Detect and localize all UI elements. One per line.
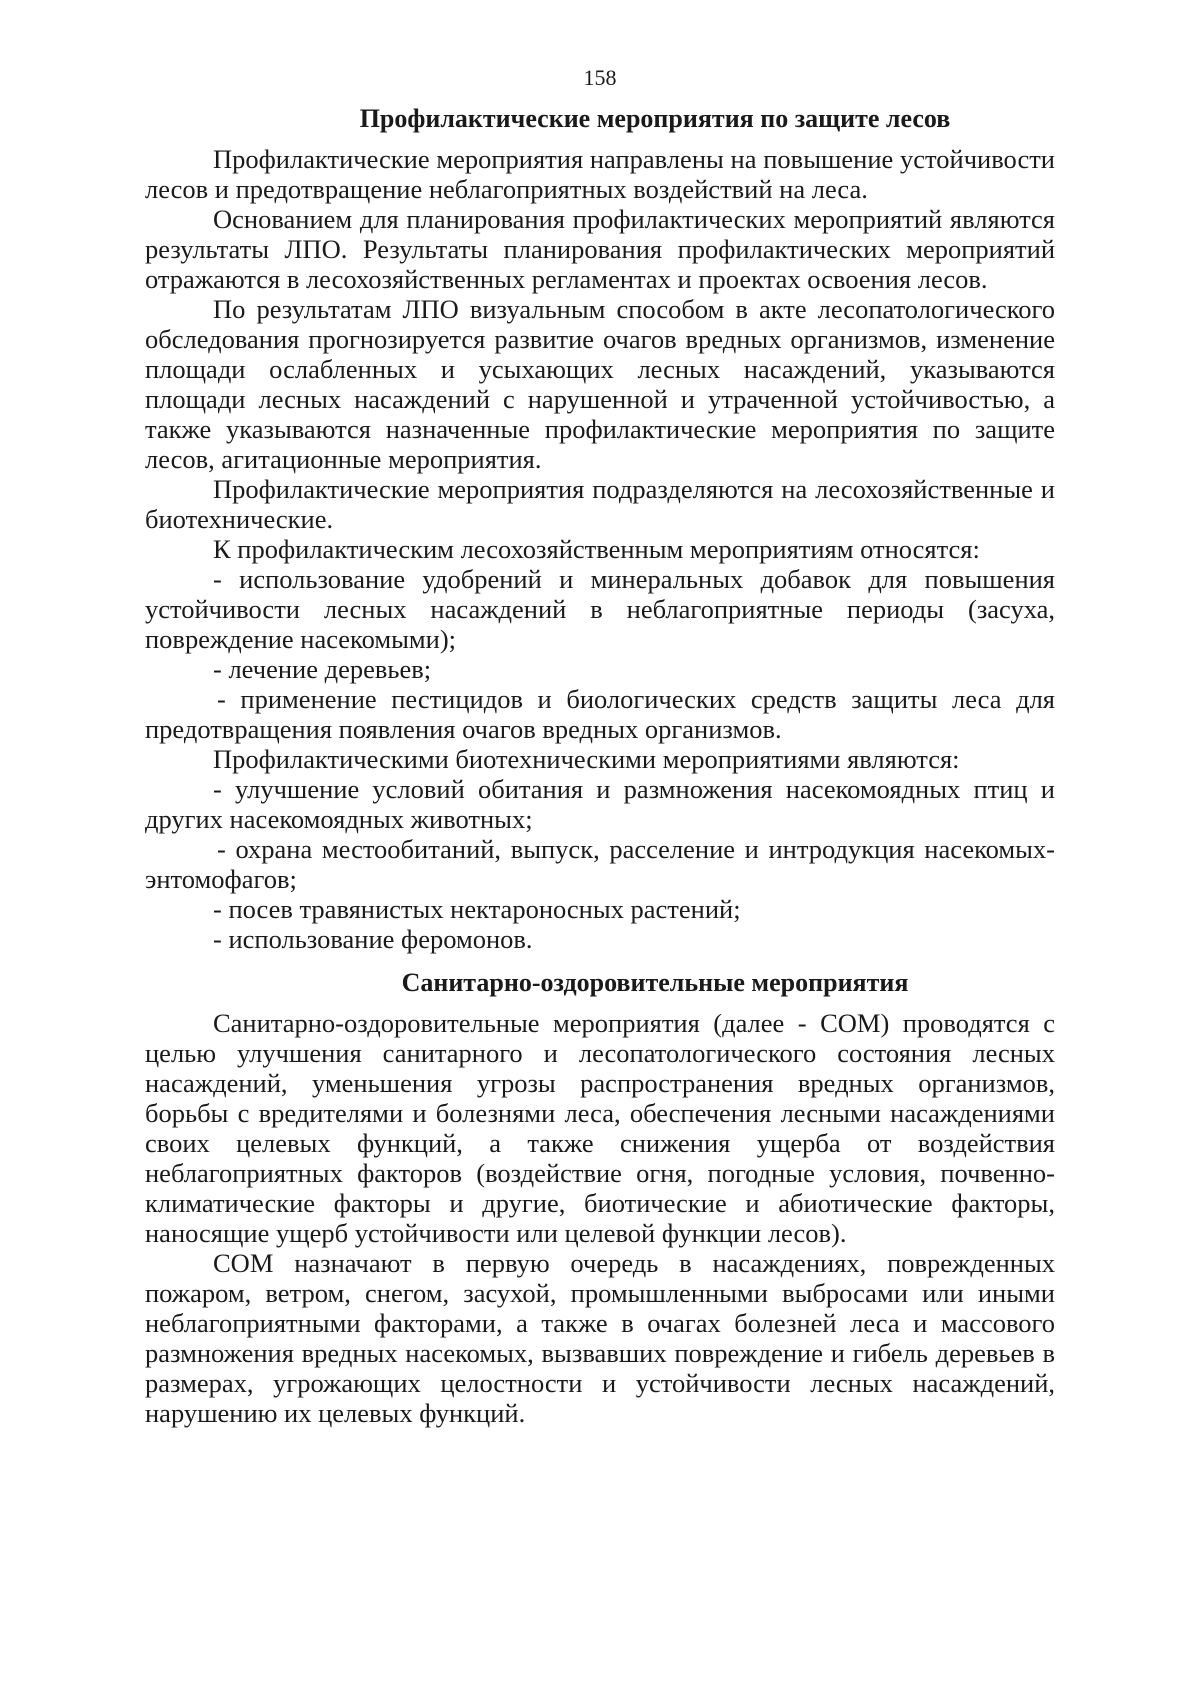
paragraph: Профилактические мероприятия подразделяются на лесохозяйственные и биотехнические. — [145, 474, 1055, 534]
paragraph: Профилактическими биотехническими мероприятиями являются: — [213, 744, 960, 774]
paragraph: По результатам ЛПО визуальным способом в акте лесопатологического обследования прогнозируется развитие очагов вредных организмов, изменение площади ослабленных и усыхающих лесных насаждений, указываются площади лесных насаждений с нарушенной и утраченной устойчивостью, а также указываются назначенные профилактические мероприятия по защите лесов, агитационные мероприятия. — [145, 294, 1055, 474]
document-page — [145, 64, 1055, 1428]
list-item: - улучшение условий обитания и размножения насекомоядных птиц и других насекомоядных животных; — [145, 774, 1055, 834]
list-item: - охрана местообитаний, выпуск, расселение и интродукция насекомых-энтомофагов; — [145, 834, 1055, 894]
paragraph: Основанием для планирования профилактических мероприятий являются результаты ЛПО. Результаты планирования профилактических мероприятий отражаются в лесохозяйственных регламентах и проектах освоения лесов. — [145, 204, 1055, 294]
paragraph: Профилактические мероприятия направлены на повышение устойчивости лесов и предотвращение неблагоприятных воздействий на леса. — [145, 144, 1055, 204]
list-item: - использование удобрений и минеральных добавок для повышения устойчивости лесных насаждений в неблагоприятные периоды (засуха, повреждение насекомыми); — [145, 564, 1055, 654]
paragraph: Санитарно-оздоровительные мероприятия (далее - СОМ) проводятся с целью улучшения санитарного и лесопатологического состояния лесных насаждений, уменьшения угрозы распространения вредных организмов, борьбы с вредителями и болезнями леса, обеспечения лесными насаждениями своих целевых функций, а также снижения ущерба от воздействия неблагоприятных факторов (воздействие огня, погодные условия, почвенно-климатические факторы и другие, биотические и абиотические факторы, наносящие ущерб устойчивости или целевой функции лесов). — [145, 1008, 1055, 1248]
page-number: 158 — [583, 65, 617, 90]
section-title-sanitary: Санитарно-оздоровительные мероприятия — [401, 968, 909, 997]
list-item: - посев травянистых нектароносных растений; — [213, 894, 741, 924]
paragraph: СОМ назначают в первую очередь в насаждениях, поврежденных пожаром, ветром, снегом, засухой, промышленными выбросами или иными неблагоприятными факторами, а также в очагах болезней леса и массового размножения вредных насекомых, вызвавших повреждение и гибель деревьев в размерах, угрожающих целостности и устойчивости лесных насаждений, нарушению их целевых функций. — [145, 1248, 1055, 1428]
list-item: - использование феромонов. — [213, 924, 533, 954]
list-item: - применение пестицидов и биологических средств защиты леса для предотвращения появления очагов вредных организмов. — [145, 684, 1055, 744]
list-item: - лечение деревьев; — [213, 654, 432, 684]
section-title-prevention: Профилактические мероприятия по защите лесов — [359, 104, 951, 133]
paragraph: К профилактическим лесохозяйственным мероприятиям относятся: — [213, 534, 980, 564]
